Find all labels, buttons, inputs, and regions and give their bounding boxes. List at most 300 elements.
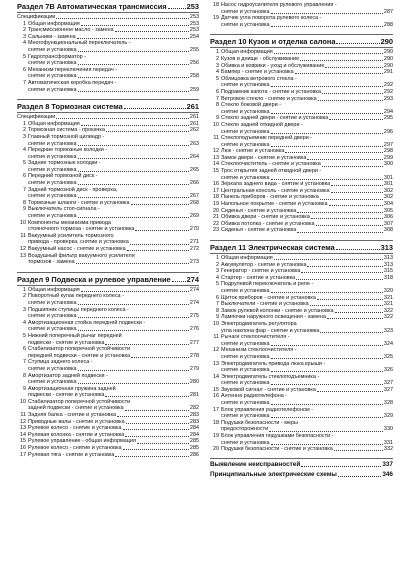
toc-entry (210, 115, 393, 122)
entry-page: 274 (189, 286, 199, 293)
entry-title: Воздушный фильтр вакуумного усилителя (28, 252, 135, 259)
entry-title: Ветровое стекло - снятие и установка (221, 95, 317, 102)
entry-title: тормозов - замена (28, 259, 75, 266)
toc-entry (210, 69, 393, 76)
entry-page: 321 (383, 301, 393, 308)
entry-title: Люк - снятие и установка (221, 148, 285, 155)
dot-leader (274, 53, 383, 54)
section-page: 290 (380, 37, 393, 47)
toc-entry (17, 60, 199, 67)
dot-leader (336, 37, 379, 44)
entry-number: 15 (19, 438, 26, 445)
dot-leader (78, 158, 189, 159)
toc-entry (17, 73, 199, 80)
entry-page: 295 (383, 115, 393, 122)
toc-entry (17, 160, 199, 167)
entry-number: 2 (215, 55, 219, 62)
entry-number: 10 (212, 121, 219, 128)
dot-leader (81, 25, 189, 26)
dot-leader (131, 204, 189, 205)
entry-title: Электродвигатель привода люка крыши - (221, 360, 326, 367)
toc-entry (17, 193, 199, 200)
dot-leader (78, 370, 189, 371)
toc-entry (210, 255, 393, 262)
entry-page: 275 (189, 313, 199, 320)
entry-page: 286 (189, 451, 199, 458)
entry-number: 12 (212, 347, 219, 354)
entry-title: Трансмиссионное масло - замена (28, 27, 114, 34)
toc-entry (17, 67, 199, 74)
entry-title: привода - проверка, снятие и установка (28, 239, 129, 246)
entry-title: Подрамник капота - снятие и установка (221, 88, 321, 95)
entry-page: 254 (189, 33, 199, 40)
entry-page: 263 (189, 140, 199, 147)
entry-title: задней подвески - снятие и установка (28, 405, 124, 412)
standalone-title: Принципиальные электрические схемы (210, 470, 337, 478)
toc-section (17, 99, 199, 268)
toc-entry (17, 147, 199, 154)
toc-entry (210, 49, 393, 56)
section-heading (17, 102, 199, 113)
toc-entry (17, 392, 199, 399)
toc-entry (210, 208, 393, 215)
dot-leader (105, 396, 189, 397)
entry-number: 10 (19, 219, 26, 226)
entry-page: 300 (383, 161, 393, 168)
dot-leader (125, 410, 189, 411)
entry-title: Общая информация (221, 255, 273, 261)
entry-title: снятие и установка (28, 379, 77, 386)
dot-leader (77, 38, 189, 39)
entry-title: Подшипник ступицы переднего колеса - (28, 306, 129, 313)
entry-page: 287 (383, 8, 393, 15)
toc-entry (210, 413, 393, 420)
entry-title: Центральная консоль - снятие и установка (221, 187, 330, 194)
toc-entry (17, 246, 199, 253)
entry-number: 13 (19, 252, 26, 259)
toc-entry (210, 188, 393, 195)
toc-entry (210, 201, 393, 208)
dot-leader (271, 13, 383, 14)
toc-continuation (210, 0, 393, 30)
entry-page: 328 (383, 400, 393, 407)
entry-number: 1 (22, 286, 26, 293)
toc-entry (17, 134, 199, 141)
dot-leader (81, 125, 189, 126)
dot-leader (78, 77, 189, 78)
entry-title: Рулевая тяга - снятие и установка (28, 451, 115, 458)
toc-entry (210, 194, 393, 201)
dot-leader (271, 371, 383, 372)
entry-number: 21 (212, 214, 219, 221)
toc-entry (17, 405, 199, 412)
toc-entry (17, 206, 199, 213)
toc-entry (210, 76, 393, 83)
entry-page: 261 (189, 114, 199, 121)
toc-entry (210, 142, 393, 149)
entry-page: 302 (383, 187, 393, 194)
entry-number: 8 (22, 199, 26, 206)
dot-leader (307, 159, 382, 160)
entry-title: снятие и установка (221, 21, 270, 28)
entry-number: 9 (22, 206, 26, 213)
entry-page: 276 (189, 326, 199, 333)
entry-number: 9 (215, 115, 219, 122)
entry-title: снятие и установка (221, 8, 270, 15)
toc-entry (17, 200, 199, 207)
toc-entry (17, 47, 199, 54)
entry-page: 255 (189, 46, 199, 53)
toc-entry (210, 288, 393, 295)
dot-leader (297, 212, 383, 213)
toc-section (210, 240, 393, 455)
entry-number: 5 (22, 53, 26, 60)
toc-entry (210, 407, 393, 414)
toc-entry (17, 300, 199, 307)
dot-leader (334, 450, 383, 451)
toc-entry (210, 374, 393, 381)
toc-entry (17, 220, 199, 227)
dot-leader (78, 304, 189, 305)
entry-number: 8 (22, 372, 26, 379)
entry-page: 322 (383, 314, 393, 321)
dot-leader (336, 243, 380, 250)
entry-number: 10 (19, 398, 26, 405)
dot-leader (335, 312, 383, 313)
toc-entry (17, 445, 199, 452)
entry-page: 271 (189, 239, 199, 246)
dot-leader (310, 305, 383, 306)
entry-page: 320 (383, 287, 393, 294)
section-title: Раздел 7В Автоматическая трансмиссия (17, 2, 167, 11)
entry-number: 5 (22, 160, 26, 167)
entry-title: Нижний поперечный рычаг передней (28, 332, 122, 339)
entry-number: 17 (19, 451, 26, 458)
entry-number: 9 (22, 385, 26, 392)
entry-title: снятие и установка (221, 340, 270, 347)
toc-entry (210, 393, 393, 400)
entry-page: 253 (189, 20, 199, 27)
entry-number: 4 (215, 274, 219, 281)
entry-number: 7 (215, 301, 219, 308)
entry-title: снятие и установка (28, 46, 77, 53)
entry-page: 278 (189, 352, 199, 359)
toc-entry (210, 367, 393, 374)
entry-title: Механизм стеклоочистителя - (221, 347, 297, 354)
entry-title: передней подвески - снятие и установка (28, 352, 131, 359)
entry-title: снятие и установка (221, 174, 270, 181)
entry-page: 277 (189, 339, 199, 346)
entry-title: Напольное покрытие - снятие и установка (221, 201, 328, 208)
entry-number: 18 (212, 2, 219, 8)
toc-entry (210, 295, 393, 302)
section-heading (17, 2, 199, 13)
entry-title: Общая информация (221, 49, 273, 56)
entry-page: 304 (383, 201, 393, 208)
dot-leader (317, 299, 383, 300)
entry-page: 262 (189, 127, 199, 134)
entry-title: Стекло боковой двери - (221, 102, 281, 109)
entry-page: 325 (383, 353, 393, 360)
toc-entry (210, 168, 393, 175)
dot-leader (271, 86, 383, 87)
entry-title: предосторожности (221, 426, 269, 433)
entry-title: Передние тормозные колодки - (28, 147, 108, 154)
toc-entry (17, 180, 199, 187)
entry-title: Тормозные шланги - снятие и установка (28, 199, 130, 206)
entry-title: Общая информация (28, 286, 80, 293)
toc-entry (210, 308, 393, 315)
toc-entry (210, 102, 393, 109)
entry-title: Главный тормозной цилиндр - (28, 133, 105, 140)
entry-title: снятие и установка (28, 213, 77, 220)
dot-leader (271, 358, 383, 359)
entry-page: 290 (383, 55, 393, 62)
toc-entry (210, 82, 393, 89)
entry-number: 14 (19, 431, 26, 438)
dot-leader (271, 292, 383, 293)
toc-entry (210, 341, 393, 348)
toc-entry (17, 114, 199, 121)
entry-title: Вакуумный насос - снятие и установка (28, 246, 126, 252)
entry-title: Щиток приборов - снятие и установка (221, 294, 316, 301)
entry-title: снятие и установка (28, 299, 77, 306)
entry-title: Зеркала заднего вида - снятие и установка (221, 181, 331, 188)
entry-number: 3 (22, 33, 26, 40)
standalone-page: 346 (382, 470, 393, 478)
entry-title: Рулевое колесо - снятие и установка (28, 445, 122, 452)
dot-leader (81, 291, 189, 292)
dot-leader (322, 93, 383, 94)
entry-title: Сиденья - снятие и установка (221, 207, 297, 214)
entry-number: 7 (22, 359, 26, 366)
entry-title: снятие и установка (221, 367, 270, 374)
toc-entry (210, 301, 393, 308)
entry-page: 272 (189, 246, 199, 252)
entry-number: 13 (212, 360, 219, 367)
dot-leader (320, 332, 382, 333)
entry-title: снятие и установка (221, 353, 270, 360)
dot-leader (78, 197, 189, 198)
entry-title: Общая информация (28, 120, 80, 127)
toc-entry (17, 320, 199, 327)
entry-number: 1 (215, 255, 219, 261)
entry-number: 1 (22, 120, 26, 127)
entry-number: 6 (22, 346, 26, 353)
entry-number: 8 (215, 307, 219, 314)
toc-entry (210, 181, 393, 188)
entry-title: стояночного тормоза - снятие и установка (28, 226, 135, 233)
dot-leader (115, 31, 189, 32)
toc-entry (210, 268, 393, 275)
entry-title: Стеклоочиститель - снятие и установка (221, 161, 321, 168)
toc-entry (17, 154, 199, 161)
entry-title: Замок двери - снятие и установка (221, 154, 307, 161)
entry-page: 313 (383, 255, 393, 261)
entry-page: 292 (383, 88, 393, 95)
toc-entry (210, 426, 393, 433)
entry-number: 11 (20, 412, 26, 419)
toc-entry (17, 187, 199, 194)
entry-number: 16 (212, 393, 219, 400)
entry-title: снятие и установка (221, 413, 270, 420)
toc-entry (210, 387, 393, 394)
dot-leader (271, 404, 383, 405)
toc-entry (17, 412, 199, 419)
entry-page: 293 (383, 95, 393, 102)
dot-leader (78, 64, 189, 65)
entry-title: снятие и установка (28, 313, 77, 320)
entry-number: 6 (22, 173, 26, 180)
toc-entry (17, 452, 199, 459)
standalone-title: Выявление неисправностей (210, 460, 301, 468)
dot-leader (327, 318, 383, 319)
toc-entry (210, 433, 393, 440)
entry-number: 6 (215, 294, 219, 301)
entry-number: 6 (215, 88, 219, 95)
toc-entry (210, 262, 393, 269)
entry-title: Амортизационная пружина задней (28, 385, 116, 392)
entry-title: Антенна радиотелефона - (221, 393, 288, 400)
toc-entry (17, 438, 199, 445)
entry-title: снятие и установка (28, 153, 77, 160)
entry-number: 7 (22, 186, 26, 193)
entry-page: 305 (383, 207, 393, 214)
entry-title: Задние тормозные колодки - (28, 160, 101, 167)
entry-number: 2 (22, 27, 26, 34)
section-heading (210, 37, 393, 48)
standalone-entry (210, 469, 393, 479)
dot-leader (137, 443, 189, 444)
entry-number: 7 (22, 79, 26, 86)
toc-entry (210, 63, 393, 70)
toc-entry (17, 293, 199, 300)
toc-entry (17, 425, 199, 432)
entry-title: Обивка и коврики - уход и обслуживание (221, 62, 325, 69)
entry-number: 2 (22, 127, 26, 134)
toc-section (210, 34, 393, 236)
dot-leader (301, 272, 383, 273)
dot-leader (271, 384, 383, 385)
entry-number: 14 (212, 161, 219, 168)
toc-entry (17, 366, 199, 373)
entry-title: Подушки безопасности - снятие и установка (221, 446, 333, 453)
entry-page: 327 (383, 386, 393, 393)
toc-entry (210, 22, 393, 29)
dot-leader (269, 431, 383, 432)
toc-entry (210, 122, 393, 129)
entry-page: 290 (383, 49, 393, 56)
toc-entry (210, 420, 393, 427)
toc-entry (210, 328, 393, 335)
toc-entry (17, 239, 199, 246)
dot-leader (271, 26, 383, 27)
toc-entry (210, 175, 393, 182)
entry-number: 1 (22, 20, 26, 27)
entry-page: 296 (383, 128, 393, 135)
entry-page: 283 (189, 418, 199, 425)
entry-number: 17 (212, 187, 219, 194)
section-title: Раздел 8 Тормозная система (17, 102, 123, 112)
entry-title: Генератор - снятие и установка (221, 268, 301, 275)
toc-entry (17, 307, 199, 314)
toc-entry (17, 259, 199, 266)
toc-entry (210, 347, 393, 354)
entry-page: 267 (189, 193, 199, 200)
entry-number: 5 (215, 75, 219, 82)
toc-entry (17, 313, 199, 320)
toc-entry (210, 321, 393, 328)
entry-title: Подушки безопасности - меры (221, 419, 298, 426)
dot-leader (271, 113, 383, 114)
entry-title: Тормозная система - прокачка (28, 127, 105, 134)
entry-title: Поворотный кулак переднего колеса - (28, 293, 124, 300)
toc-entry (17, 40, 199, 47)
dot-leader (172, 275, 186, 282)
entry-title: Замок рулевой колонки - снятие и установка (221, 307, 334, 314)
entry-number: 14 (212, 373, 219, 380)
dot-leader (307, 266, 382, 267)
toc-entry (17, 359, 199, 366)
toc-entry (17, 87, 199, 94)
entry-number: 5 (22, 332, 26, 339)
toc-entry (17, 27, 199, 34)
toc-entry (210, 9, 393, 16)
standalone-page: 337 (382, 460, 393, 468)
toc-entry (17, 14, 199, 21)
toc-entry (17, 419, 199, 426)
dot-leader (301, 461, 381, 467)
dot-leader (105, 344, 189, 345)
toc-entry (210, 334, 393, 341)
entry-number: 20 (212, 207, 219, 214)
entry-number: 11 (213, 135, 219, 142)
entry-title: снятие и установка (221, 287, 270, 294)
dot-leader (271, 444, 383, 445)
entry-title: Трос открытия задней откидной двери - (221, 168, 322, 175)
entry-title: Стекло задней двери - снятие и установка (221, 115, 329, 122)
dot-leader (271, 133, 383, 134)
entry-number: 12 (19, 246, 26, 252)
entry-number: 16 (212, 181, 219, 188)
entry-page: 290 (383, 62, 393, 69)
dot-leader (131, 357, 189, 358)
entry-page: 330 (383, 426, 393, 433)
entry-page: 292 (383, 82, 393, 89)
dot-leader (78, 317, 189, 318)
dot-leader (300, 60, 383, 61)
entry-number: 19 (212, 433, 219, 440)
toc-entry (210, 440, 393, 447)
entry-number: 15 (212, 168, 219, 175)
dot-leader (285, 152, 383, 153)
toc-entry (210, 214, 393, 221)
toc-entry (17, 386, 199, 393)
entry-title: Электродвигатель регулятора (221, 320, 297, 327)
toc-entry (210, 221, 393, 228)
toc-entry (210, 89, 393, 96)
entry-title: Задний тормозной диск - проверка, (28, 186, 118, 193)
entry-page: 322 (383, 307, 393, 314)
entry-title: снятие и установка (221, 439, 270, 446)
entry-page: 284 (189, 425, 199, 432)
toc-entry (17, 253, 199, 260)
entry-page: 258 (189, 73, 199, 80)
entry-page: 280 (189, 379, 199, 386)
entry-page: 273 (189, 259, 199, 266)
entry-title: Подрулевой переключатель и реле - (221, 281, 314, 288)
entry-page: 302 (383, 194, 393, 201)
